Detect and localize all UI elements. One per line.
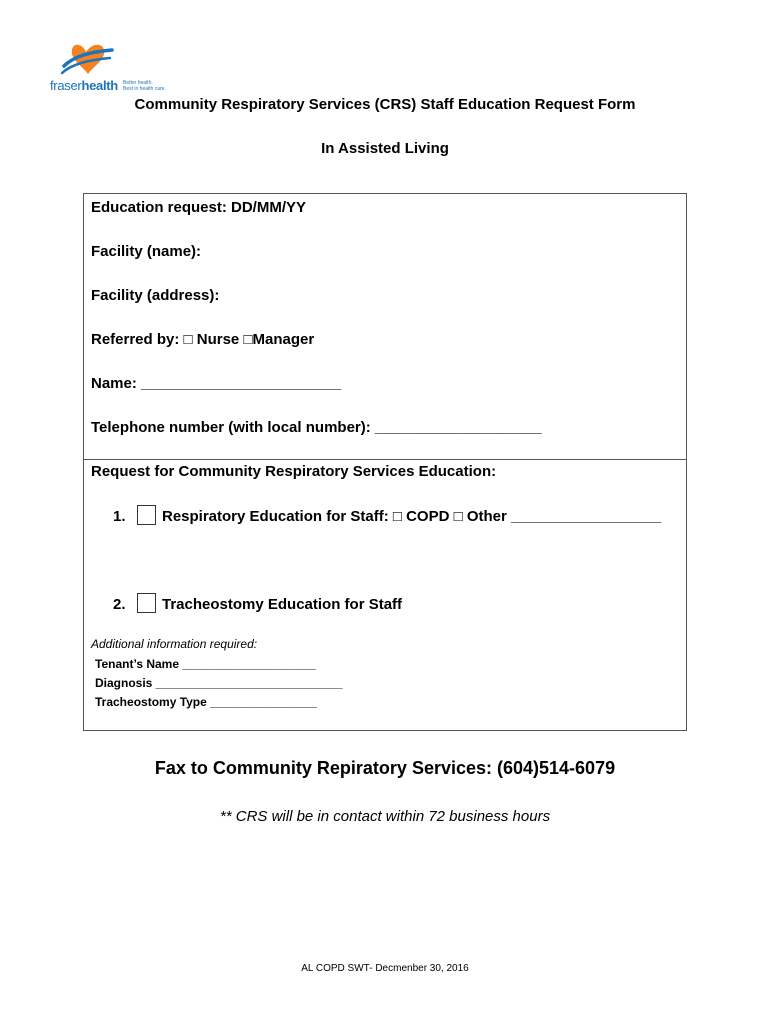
education-request-date-field[interactable]: Education request: DD/MM/YY [91,199,307,216]
option-2-number: 2. [113,596,126,613]
facility-name-field[interactable]: Facility (name): [91,243,202,260]
fax-instruction: Fax to Community Repiratory Services: (604)514-6079 [154,758,616,778]
logo-wordmark [50,78,118,93]
logo-word-accent: health [81,78,118,93]
request-section-heading: Request for Community Respiratory Services Education: [91,463,497,480]
form-subtitle: In Assisted Living [321,140,449,157]
fraser-health-logo [50,40,170,98]
option-1-number: 1. [113,508,126,525]
option-1-checkbox[interactable] [137,505,156,525]
logo-word-main: fraser [50,78,82,93]
facility-address-field[interactable]: Facility (address): [91,287,220,304]
name-field[interactable]: Name: ________________________ [91,375,342,392]
section-divider [84,459,686,460]
diagnosis-field[interactable]: Diagnosis ____________________________ [95,676,343,690]
telephone-field[interactable]: Telephone number (with local number): ____________________ [91,419,542,436]
option-2-label: Tracheostomy Education for Staff [162,596,403,613]
additional-info-heading: Additional information required: [91,637,258,651]
option-2-checkbox[interactable] [137,593,156,613]
logo-tagline-1: Better health. [123,80,153,86]
logo-tagline [123,80,166,92]
option-1-label: Respiratory Education for Staff: □ COPD □ Other __________________ [162,508,662,525]
request-form-box [83,193,687,731]
contact-note: ** CRS will be in contact within 72 business hours [219,808,551,825]
logo-tagline-2: Best in health care. [123,86,166,92]
tenant-name-field[interactable]: Tenant’s Name ____________________ [95,657,316,671]
tracheostomy-type-field[interactable]: Tracheostomy Type ________________ [95,695,317,709]
document-footer: AL COPD SWT- Decmenber 30, 2016 [301,963,469,974]
heart-logo-icon [56,40,116,80]
form-title: Community Respiratory Services (CRS) Staff Education Request Form [134,96,636,113]
referred-by-options[interactable]: Referred by: □ Nurse □Manager [91,331,315,348]
